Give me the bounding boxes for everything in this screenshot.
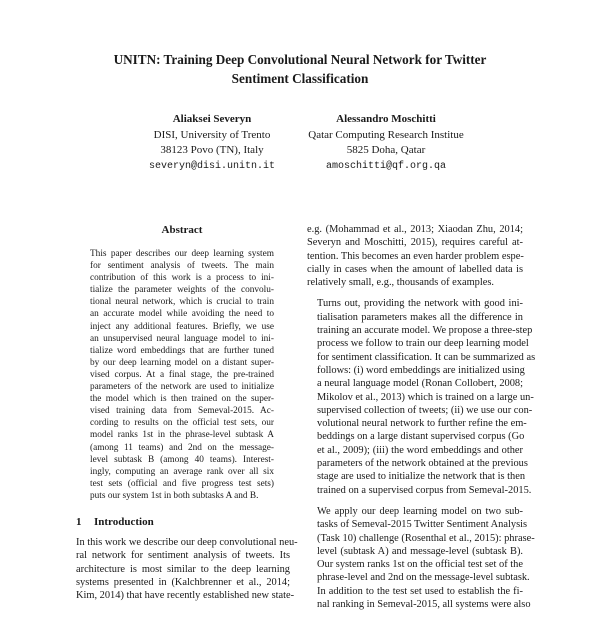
- text-line: et al., 2009); (iii) the word embeddings and other: [317, 444, 523, 456]
- text-line: e.g. (Mohammad et al., 2013; Xiaodan Zhu, 2014;: [307, 224, 523, 235]
- text-line: supervised collection of tweets; (ii) we use our con-: [317, 404, 533, 416]
- text-line: beddings on a large distant supervised corpus (Go: [317, 431, 525, 443]
- text-line: Mikolov et al., 2013) which is trained on a large un-: [317, 391, 534, 403]
- text-line: puts our system 1st in both subtasks A and B.: [90, 490, 259, 501]
- text-line: In this work we describe our deep convolutional neu-: [76, 537, 298, 548]
- text-line: for sentiment classification. It can be summarized as: [317, 351, 536, 363]
- text-line: a neural language model (Ronan Collobert, 2008;: [317, 378, 523, 390]
- paper-title: [40, 50, 560, 88]
- text-line: (Task 10) challenge (Rosenthal et al., 2015): phrase-: [317, 532, 535, 544]
- text-line: parameters of the network are used to initialize: [90, 382, 274, 393]
- text-line: parameters of the network obtained at the previous: [317, 458, 528, 470]
- text-line: trained on a supervised corpus from Semeval-2015.: [317, 484, 532, 496]
- text-line: tialize word embeddings that are further tuned: [90, 345, 274, 356]
- text-line: relatively small, e.g., thousands of examples.: [307, 277, 494, 289]
- text-line: cially in cases when the amount of labelled data is: [307, 263, 523, 275]
- text-line: an unsupervised neural language model to ini-: [90, 333, 274, 344]
- right-column: [307, 223, 536, 619]
- text-line: follows: (i) word embeddings are initialized using: [317, 364, 525, 376]
- text-line: process we follow to train our deep learning model: [317, 338, 529, 350]
- text-line: the model which is then trained on the super-: [90, 394, 274, 405]
- title-line-2: Sentiment Classification: [231, 71, 369, 86]
- text-line: Turns out, providing the network with good ini-: [317, 298, 523, 310]
- text-line: ral network for sentiment analysis of tweets. Its: [76, 550, 290, 562]
- section-title: Introduction: [94, 516, 154, 528]
- author-name: Aliaksei Severyn: [172, 113, 252, 125]
- text-line: test sets (official and five progress test sets): [90, 478, 274, 489]
- paragraph: [307, 223, 523, 289]
- author-name: Alessandro Moschitti: [336, 113, 436, 125]
- author-address: 38123 Povo (TN), Italy: [160, 144, 264, 156]
- text-line: phrase-level and 2nd on the message-level subtask.: [317, 572, 530, 584]
- text-line: an accurate model while avoiding the need to: [90, 309, 274, 320]
- introduction-paragraph: [76, 536, 298, 602]
- text-line: level subtask B (among 40 teams). Interest-: [90, 454, 274, 465]
- text-line: This paper describes our deep learning system: [90, 249, 274, 259]
- text-line: tasks of Semeval-2015 Twitter Sentiment Analysis: [317, 519, 528, 531]
- section-heading: [76, 516, 154, 528]
- text-line: stage are used to initialize the network that is then: [317, 471, 526, 483]
- text-line: by our deep learning model on a distant super-: [90, 357, 274, 368]
- author-email: amoschitti@qf.org.qa: [325, 160, 447, 172]
- text-line: In addition to the test set used to establish the fi-: [317, 585, 523, 597]
- text-line: volutional neural network to further refine the em-: [317, 418, 527, 430]
- text-line: nal ranking in Semeval-2015, all systems were also: [317, 599, 531, 611]
- author-address: 5825 Doha, Qatar: [346, 144, 426, 156]
- author-email: severyn@disi.unitn.it: [148, 160, 276, 172]
- paragraph: [307, 505, 535, 611]
- text-line: tialisation parameters makes all the difference in: [317, 311, 523, 323]
- text-line: Severyn and Moschitti, 2015), requires careful at-: [307, 237, 523, 249]
- section-number: 1: [76, 516, 82, 528]
- text-line: vised corpus. At a final stage, the pre-trained: [90, 369, 274, 380]
- title-line-1: UNITN: Training Deep Convolutional Neural Network for Twitter: [113, 52, 487, 67]
- author-affiliation: DISI, University of Trento: [153, 128, 271, 141]
- text-line: systems presented in (Kalchbrenner et al., 2014;: [76, 576, 290, 588]
- text-line: inject any additional features. Briefly, we use: [90, 321, 274, 332]
- text-line: model ranks 1st in the phrase-level subtask A: [90, 430, 274, 441]
- text-line: for sentiment analysis of tweets. The main: [90, 261, 274, 272]
- text-line: cording to results on the official test sets, our: [90, 418, 274, 429]
- text-line: architecture is most similar to the deep learning: [76, 563, 290, 575]
- text-line: Kim, 2014) that have recently established new state-: [76, 590, 295, 602]
- text-line: ingly, computing an average rank over all six: [90, 466, 274, 477]
- abstract-body: [90, 248, 274, 502]
- paragraph: [307, 297, 536, 496]
- text-line: level (subtask A) and message-level (subtask B).: [317, 545, 523, 557]
- author-block-2: [266, 112, 506, 174]
- text-line: vised training data from Semeval-2015. Ac-: [90, 406, 274, 417]
- text-line: (among 11 teams) and 2nd on the message-: [90, 442, 274, 453]
- text-line: Our system ranks 1st on the official test set of the: [317, 559, 523, 571]
- text-line: training an accurate model. We propose a three-step: [317, 325, 533, 337]
- text-line: tialize the parameter weights of the convolu-: [90, 285, 274, 296]
- text-line: tention. This becomes an even harder problem espe-: [307, 250, 524, 262]
- author-affiliation: Qatar Computing Research Institue: [308, 128, 464, 141]
- text-line: We apply our deep learning model on two sub-: [317, 505, 523, 517]
- text-line: contribution of this work is a process to ini-: [90, 273, 274, 284]
- abstract-heading: Abstract: [161, 224, 203, 236]
- text-line: tional neural network, which is crucial to train: [90, 297, 274, 308]
